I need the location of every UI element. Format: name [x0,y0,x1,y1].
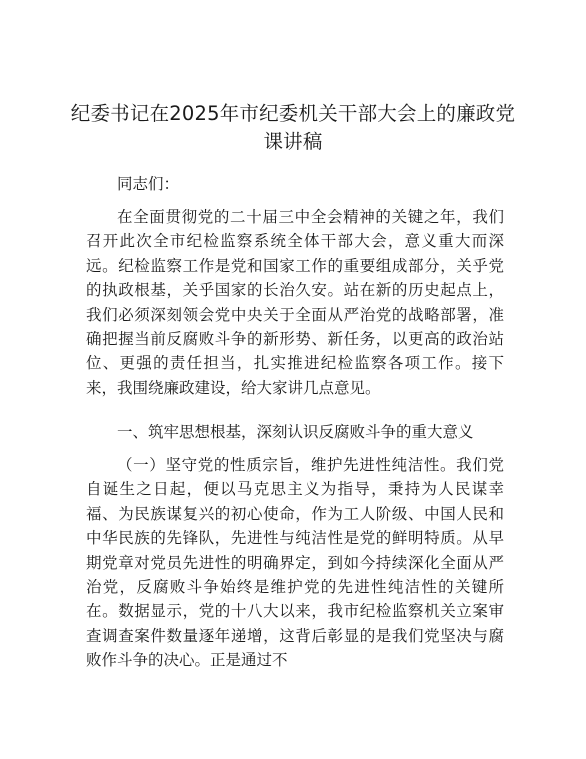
paragraph-intro: 在全面贯彻党的二十届三中全会精神的关键之年，我们召开此次全市纪检监察系统全体干部大会，意义重大而深远。纪检监察工作是党和国家工作的重要组成部分，关乎党的执政根基，关乎国家的长治久安。站在新的历史起点上，我们必须深刻领会党中央关于全面从严治党的战略部署，准确把握当前反腐败斗争的新形势、新任务，以更高的政治站位、更强的责任担当，扎实推进纪检监察各项工作。接下来，我围绕廉政建设，给大家讲几点意见。 [86,208,504,397]
salutation: 同志们： [117,175,180,193]
section-heading-1: 一、筑牢思想根基，深刻认识反腐败斗争的重大意义 [117,423,474,441]
document-title: 纪委书记在2025年市纪委机关干部大会上的廉政党课讲稿 [70,102,516,153]
paragraph-section-1-1: （一）坚守党的性质宗旨，维护先进性纯洁性。我们党自诞生之日起，便以马克思主义为指导，秉持为人民谋幸福、为民族谋复兴的初心使命，作为工人阶级、中国人民和中华民族的先锋队，先进性与纯洁性是党的鲜明特质。从早期党章对党员先进性的明确界定，到如今持续深化全面从严治党，反腐败斗争始终是维护党的先进性纯洁性的关键所在。数据显示，党的十八大以来，我市纪检监察机关立案审查调查案件数量逐年递增，这背后彰显的是我们党坚决与腐败作斗争的决心。正是通过不 [86,456,504,670]
